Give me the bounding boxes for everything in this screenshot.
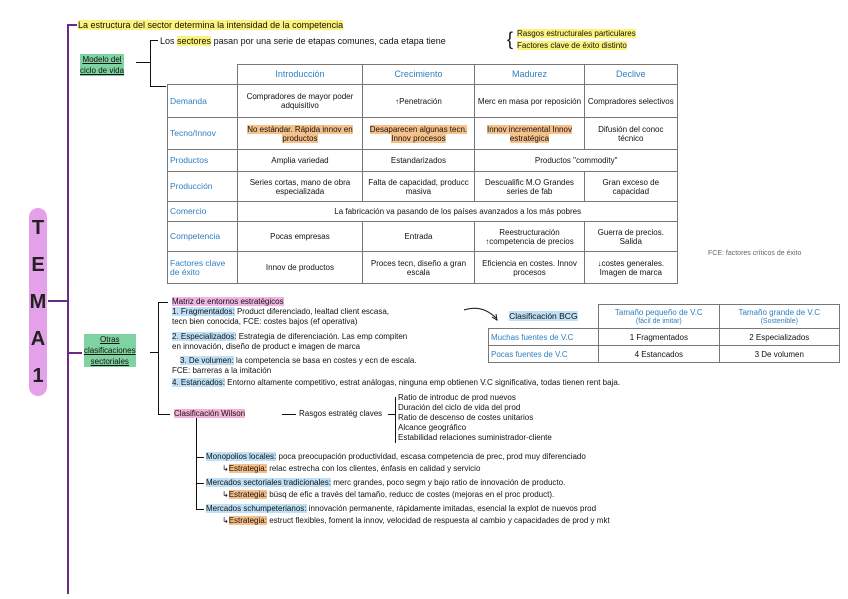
table-cell: Reestructuración ↑competencia de precios	[475, 222, 584, 252]
otros-bracket-mid	[150, 352, 158, 353]
table-cell: ↓costes generales. Imagen de marca	[584, 252, 677, 284]
table-cell: ↑Penetración	[362, 85, 475, 118]
matriz-item: tecn bien conocida, FCE: costes bajos (ef operativa)	[172, 317, 358, 326]
row-header: Tecno/Innov	[168, 118, 238, 150]
table-cell: Merc en masa por reposición	[475, 85, 584, 118]
table-cell: Eficiencia en costes. Innov procesos	[475, 252, 584, 284]
table-cell: No estándar. Rápida innov en productos	[238, 118, 362, 150]
table-cell: La fabricación va pasando de los países avanzados a los más pobres	[238, 202, 678, 222]
spine-top-tick	[67, 24, 77, 26]
table-cell: Compradores selectivos	[584, 85, 677, 118]
table-cell: Estandarizados	[362, 150, 475, 172]
life-cycle-table	[167, 64, 678, 284]
table-cell: Entrada	[362, 222, 475, 252]
tema-connector	[48, 300, 68, 302]
wilson-group: Monopolios locales: poca preocupación productividad, escasa competencia de prec, prod muy diferenciado	[206, 452, 586, 461]
rasgos-item: Rasgos estructurales particulares	[517, 29, 636, 38]
table-cell: Compradores de mayor poder adquisitivo	[238, 85, 362, 118]
table-cell: Innov de productos	[238, 252, 362, 284]
wilson-group-tick	[196, 457, 204, 458]
matriz-item: 2. Especializados: Estrategia de diferenciación. Las emp compiten	[172, 332, 408, 341]
modelo-bracket-top	[150, 40, 158, 41]
row-header: Comercio	[168, 202, 238, 222]
otros-bracket-bot	[158, 414, 170, 415]
modelo-label: Modelo del ciclo de vida	[80, 55, 125, 75]
stages-line: Los sectores pasan por una serie de etapas comunes, cada etapa tiene	[160, 36, 446, 46]
wilson-strategy: ↳Estrategia: estruct flexibles, foment la innov, velocidad de respuesta al cambio y capacidades de prod y mkt	[222, 516, 610, 525]
tema-letter: E	[31, 254, 45, 276]
stages-brace: {	[507, 29, 514, 49]
tema-letter: 1	[32, 365, 44, 387]
table-cell: Falta de capacidad, producc masiva	[362, 172, 475, 202]
matriz-item: 3. De volumen: la competencia se basa en costes y ecn de escala.	[180, 356, 417, 365]
otros-connector	[68, 352, 82, 354]
tema-letter: T	[31, 217, 45, 239]
bcg-cell: 2 Especializados	[719, 329, 839, 346]
matriz-item: FCE: barreras a la imitación	[172, 366, 272, 375]
table-cell: Proces tecn, diseño a gran escala	[362, 252, 475, 284]
wilson-list-item: Ratio de introduc de prod nuevos	[398, 393, 516, 402]
row-header: Competencia	[168, 222, 238, 252]
otros-bracket-top	[158, 302, 168, 303]
table-cell: Difusión del conoc técnico	[584, 118, 677, 150]
wilson-group-tick	[196, 483, 204, 484]
table-cell: Innov incremental Innov estratégica	[475, 118, 584, 150]
modelo-bracket-v	[150, 40, 151, 86]
wilson-strategy: ↳Estrategia: relac estrecha con los clientes, énfasis en calidad y servicio	[222, 464, 481, 473]
bcg-col-header: Tamaño grande de V.C (Sostenible)	[719, 305, 839, 329]
bcg-cell: 1 Fragmentados	[599, 329, 719, 346]
otros-bracket-v	[158, 302, 159, 414]
wilson-group-tick	[196, 509, 204, 510]
bcg-col-header: Tamaño pequeño de V.C (fácil de imitar)	[599, 305, 719, 329]
bcg-label-cell: Clasificación BCG	[509, 310, 578, 321]
wilson-groups-bracket	[196, 418, 197, 510]
wilson-list-item: Alcance geográfico	[398, 423, 467, 432]
table-cell: Gran exceso de capacidad	[584, 172, 677, 202]
matriz-item: 4. Estancados: Entorno altamente competitivo, estrat análogas, ninguna emp obtienen V.C significativa, todas tienen rent baja.	[172, 378, 620, 387]
matriz-item: 1. Fragmentados: Product diferenciado, lealtad client escasa,	[172, 307, 390, 316]
matriz-title: Matriz de entornos estratégicos	[172, 297, 284, 306]
wilson-group: Mercados schumpeterianos: innovación permanente, rápidamente imitadas, esencial la explot de nuevos prod	[206, 504, 597, 513]
table-cell: Desaparecen algunas tecn. Innov procesos	[362, 118, 475, 150]
bcg-cell: 4 Estancados	[599, 346, 719, 363]
bcg-cell: 3 De volumen	[719, 346, 839, 363]
bcg-row-header: Muchas fuentes de V.C	[489, 329, 599, 346]
main-spine	[67, 24, 69, 594]
wilson-list-mid	[388, 414, 395, 415]
wilson-list-item: Ratio de descenso de costes unitarios	[398, 413, 534, 422]
row-header: Productos	[168, 150, 238, 172]
wilson-group: Mercados sectoriales tradicionales: merc grandes, poco segm y bajo ratio de innovación de producto.	[206, 478, 566, 487]
tema-letter: A	[30, 328, 46, 350]
wilson-strategy: ↳Estrategia: búsq de efic a través del tamaño, reducc de costes (mejoras en el proc product).	[222, 490, 555, 499]
col-header: Madurez	[475, 65, 584, 85]
row-header: Factores clave de éxito	[168, 252, 238, 284]
fce-note: FCE: factores críticos de éxito	[708, 250, 802, 257]
table-cell: Series cortas, mano de obra especializada	[238, 172, 362, 202]
table-cell: Descualific M.O Grandes series de fab	[475, 172, 584, 202]
matriz-item: en innovación, diseño de product e imagen de marca	[172, 342, 361, 351]
wilson-dash	[282, 414, 296, 415]
bcg-row-header: Pocas fuentes de V.C	[489, 346, 599, 363]
table-cell: Productos "commodity"	[475, 150, 678, 172]
wilson-list-bracket	[395, 397, 396, 443]
col-header: Declive	[584, 65, 677, 85]
row-header: Producción	[168, 172, 238, 202]
tema-badge	[29, 208, 47, 396]
otros-label: Otras clasificaciones sectoriales	[84, 335, 136, 366]
modelo-bracket-mid	[136, 62, 150, 63]
table-cell: Pocas empresas	[238, 222, 362, 252]
wilson-list-item: Estabilidad relaciones suministrador-cliente	[398, 433, 552, 442]
col-header: Introducción	[238, 65, 362, 85]
tema-letter: M	[29, 291, 47, 313]
table-cell: Amplia variedad	[238, 150, 362, 172]
wilson-rasgos: Rasgos estratég claves	[299, 409, 383, 418]
header-title: La estructura del sector determina la intensidad de la competencia	[78, 20, 344, 30]
col-header: Crecimiento	[362, 65, 475, 85]
bcg-table	[488, 304, 840, 363]
table-cell: Guerra de precios. Salida	[584, 222, 677, 252]
wilson-list-item: Duración del ciclo de vida del prod	[398, 403, 521, 412]
row-header: Demanda	[168, 85, 238, 118]
modelo-bracket-bot	[150, 86, 166, 87]
wilson-label: Clasificación Wilson	[174, 409, 246, 418]
factores-item: Factores clave de éxito distinto	[517, 41, 627, 50]
